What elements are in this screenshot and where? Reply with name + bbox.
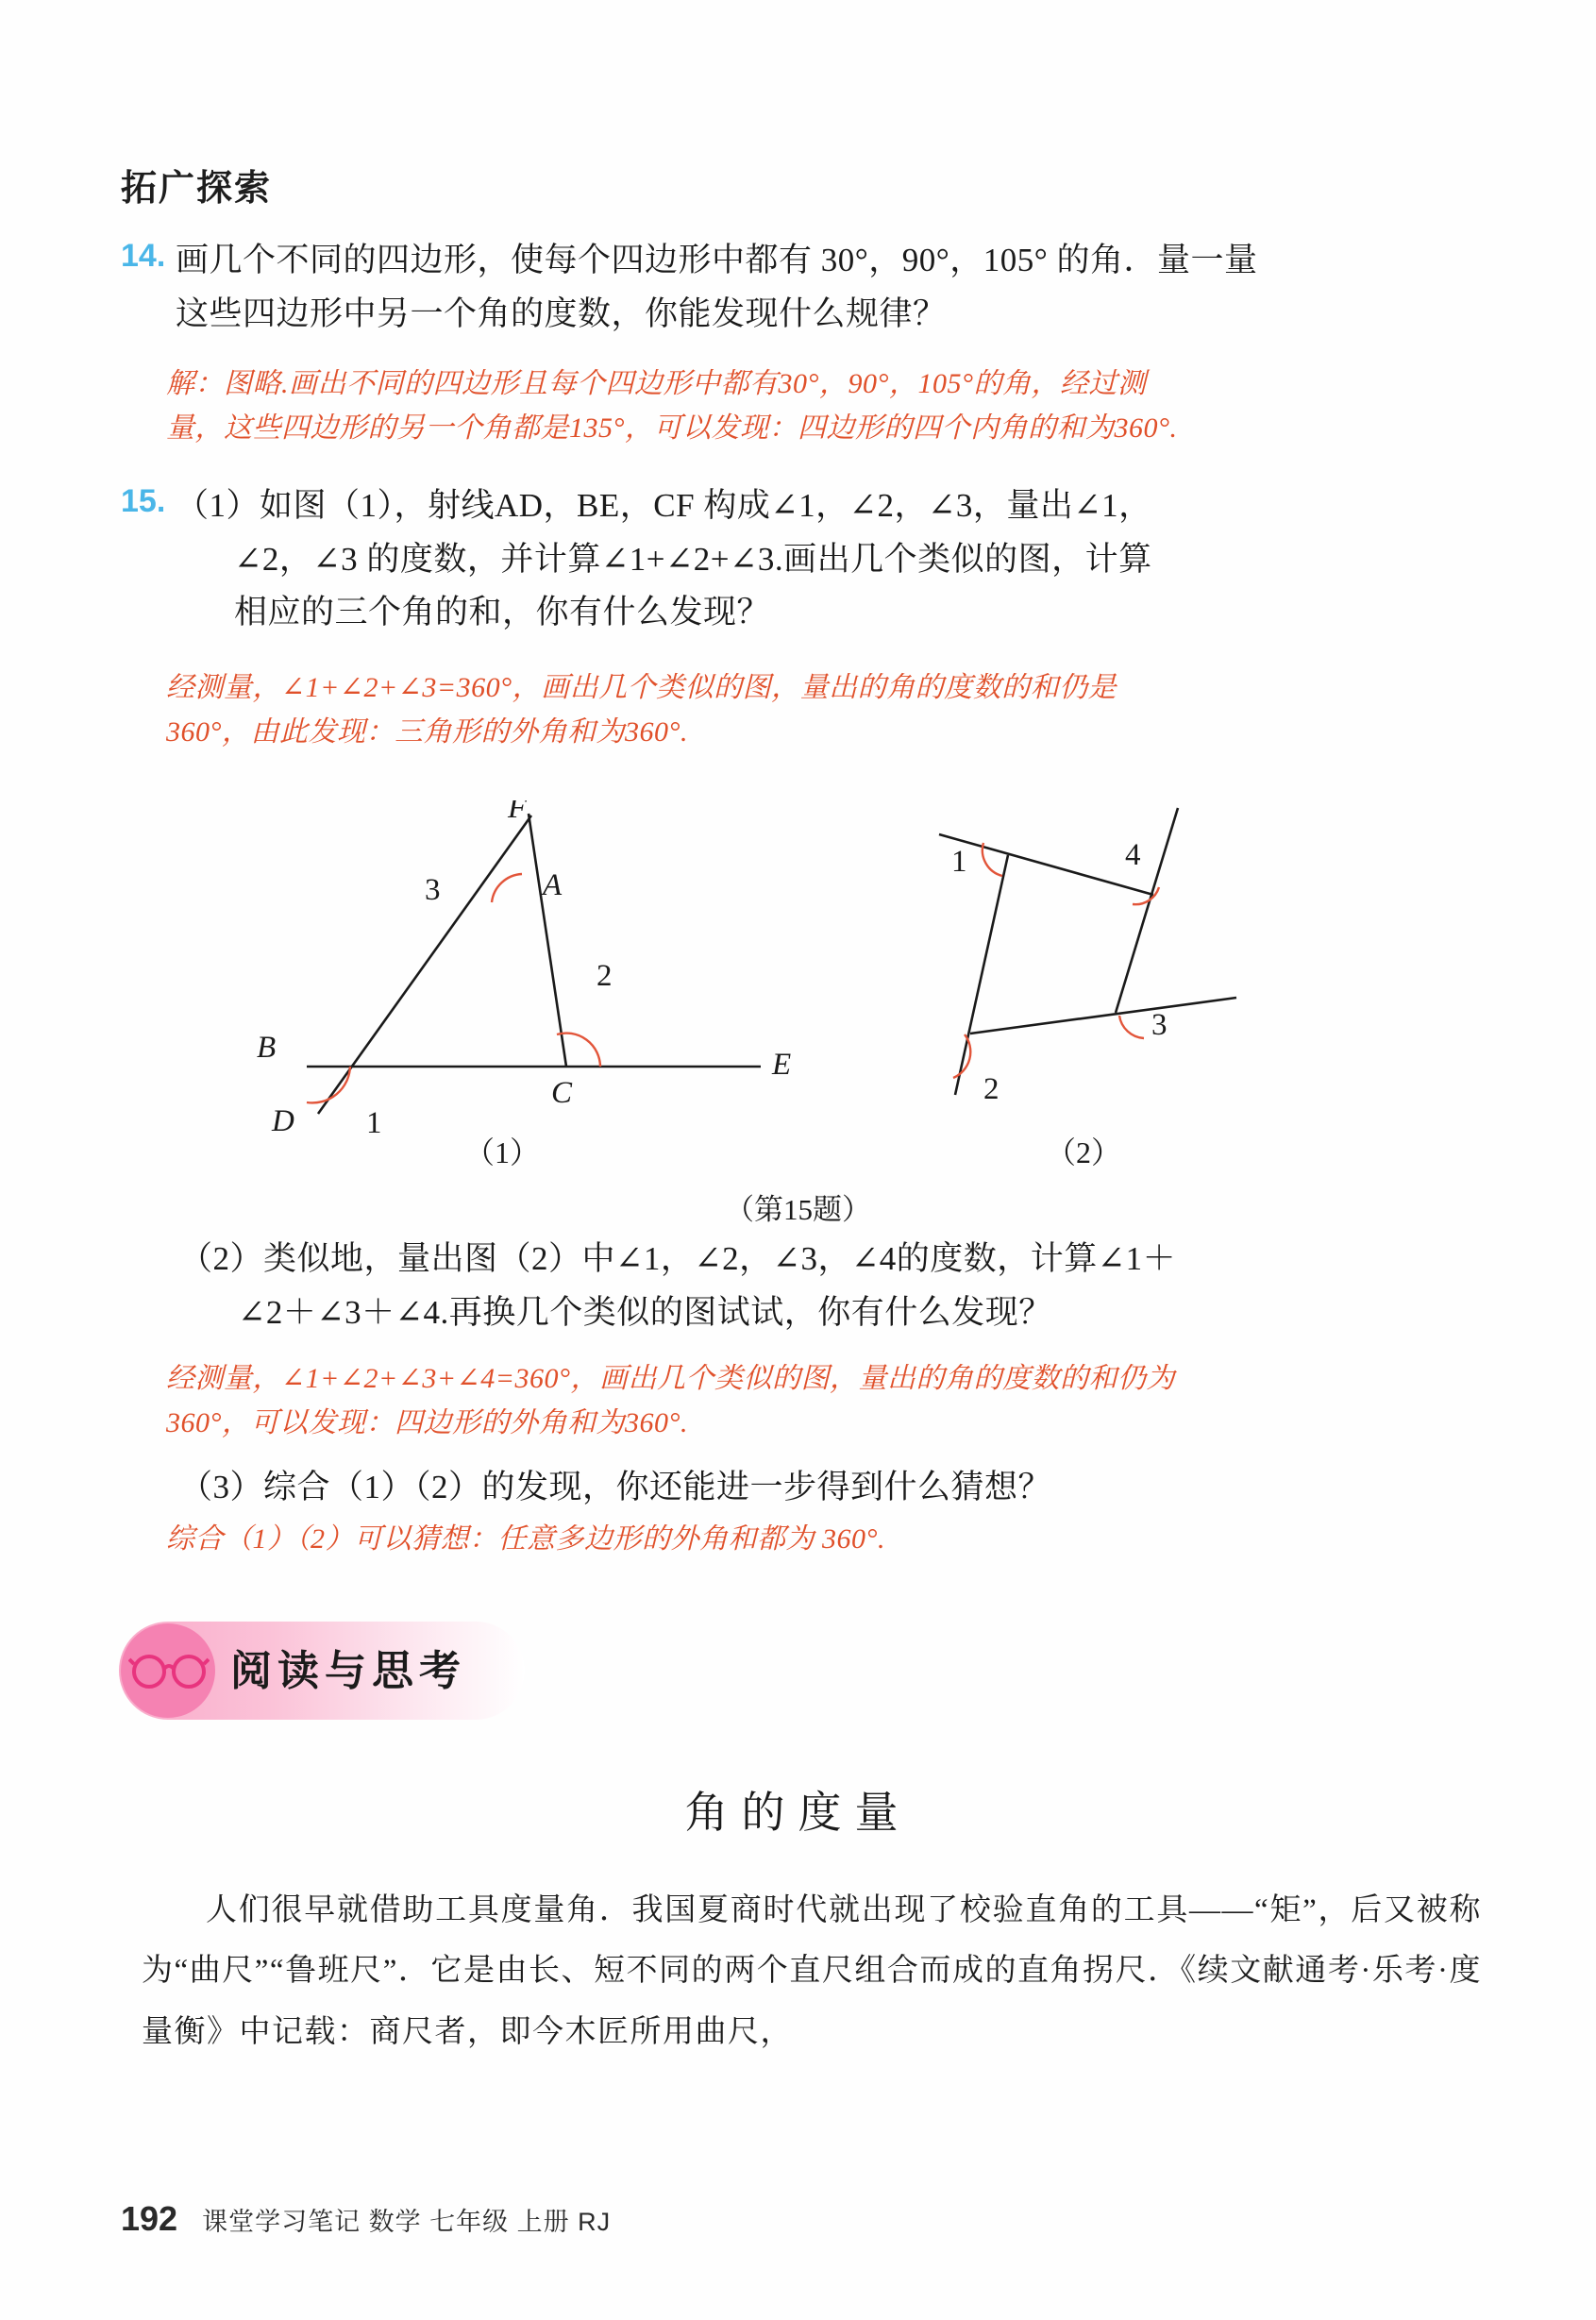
label-F: F (508, 800, 528, 825)
arc-angle-2-fig2 (953, 1034, 970, 1078)
answer-15-part1-line-1: 经测量，∠1+∠2+∠3=360°，画出几个类似的图，量出的角的度数的和仍是 (166, 672, 1117, 703)
figure-group-question-15 (0, 800, 1596, 1178)
label-fig2-2: 2 (983, 1072, 1000, 1106)
reading-section-badge (119, 1622, 525, 1723)
line-left (955, 855, 1008, 1095)
answer-15-part2 (166, 1357, 1499, 1445)
question-14-line-1: 画几个不同的四边形，使每个四边形中都有 30°，90°，105° 的角．量一量 (176, 242, 1258, 278)
arc-angle-3-fig2 (1119, 1016, 1144, 1038)
label-fig2-3: 3 (1151, 1008, 1168, 1042)
question-15-number: 15. (121, 483, 166, 519)
answer-15-part3-line-1: 综合（1）（2）可以猜想：任意多边形的外角和都为 360°. (166, 1523, 885, 1555)
label-2: 2 (596, 959, 613, 993)
question-15-part2-line-2: ∠2＋∠3＋∠4.再换几个类似的图试试，你有什么发现？ (238, 1293, 1052, 1331)
question-14-line-2: 这些四边形中另一个角的度数，你能发现什么规律？ (176, 294, 947, 332)
line-bottom (970, 998, 1236, 1034)
figure-1-triangle (307, 814, 761, 1114)
footer-text: 课堂学习笔记 数学 七年级 上册 RJ (202, 2208, 612, 2236)
label-B: B (257, 1031, 277, 1065)
question-15-part1-line-2: ∠2，∠3 的度数，并计算∠1+∠2+∠3.画出几个类似的图，计算 (234, 540, 1152, 578)
answer-15-part3 (166, 1518, 1499, 1562)
article-body (142, 1880, 1482, 2062)
figure-2-quadrilateral (939, 808, 1236, 1095)
arc-angle-3 (492, 874, 522, 902)
label-C: C (551, 1076, 573, 1110)
label-fig2-4: 4 (1125, 838, 1141, 872)
answer-15-part2-line-1: 经测量，∠1+∠2+∠3+∠4=360°，画出几个类似的图，量出的角的度数的和仍为 (166, 1363, 1176, 1394)
question-15-part1-line-3: 相应的三个角的和，你有什么发现？ (234, 594, 771, 631)
glasses-icon (128, 1648, 210, 1693)
label-D: D (272, 1104, 294, 1138)
question-15-part2 (179, 1233, 1501, 1339)
section-heading: 拓广探索 (121, 169, 273, 209)
figures-svg (0, 800, 1596, 1178)
line-top (939, 834, 1153, 895)
answer-14 (166, 362, 1499, 450)
answer-15-part2-line-2: 360°，可以发现：四边形的外角和为360°. (166, 1406, 688, 1438)
figure-2-caption: （2） (1046, 1135, 1122, 1169)
answer-14-line-2: 量，这些四边形的另一个角都是135°，可以发现：四边形的四个内角的和为360°. (166, 412, 1178, 444)
question-15-part2-line-1: （2）类似地，量出图（2）中∠1，∠2，∠3，∠4的度数，计算∠1＋ (179, 1240, 1177, 1277)
label-3: 3 (425, 873, 441, 907)
figure-2-labels (951, 838, 1168, 1106)
question-15-part3 (179, 1461, 1501, 1515)
article-title: 角的度量 (684, 1789, 912, 1837)
label-1: 1 (366, 1106, 382, 1140)
answer-15-part1-line-2: 360°，由此发现：三角形的外角和为360°. (166, 715, 688, 748)
line-FC (529, 814, 566, 1067)
label-fig2-1: 1 (951, 845, 967, 879)
page-number: 192 (121, 2199, 178, 2238)
question-15-part1-line-1: （1）如图（1），射线AD，BE，CF 构成∠1，∠2，∠3，量出∠1， (176, 487, 1152, 524)
label-A: A (543, 868, 563, 902)
label-E: E (772, 1048, 792, 1082)
answer-14-line-1: 解：图略.画出不同的四边形且每个四边形中都有30°，90°，105°的角，经过测 (166, 368, 1147, 399)
answer-15-part1 (166, 666, 1499, 754)
question-15-part3-line-1: （3）综合（1）（2）的发现，你还能进一步得到什么猜想？ (179, 1469, 1052, 1505)
figure-1-caption: （1） (464, 1135, 541, 1169)
question-14-number: 14. (121, 238, 166, 274)
question-15 (121, 479, 1499, 640)
article-paragraph: 人们很早就借助工具度量角．我国夏商时代就出现了校验直角的工具——“矩”，后又被称为“曲尺”“鲁班尺”．它是由长、短不同的两个直尺组合而成的直角拐尺．《续文献通考·乐考·度量衡》中记载：商尺者，即今木匠所用曲尺， (142, 1893, 1482, 2049)
page-footer (121, 2199, 611, 2239)
figure-group-caption: （第15题） (725, 1193, 871, 1226)
badge-label: 阅读与思考 (230, 1648, 466, 1694)
question-14 (121, 234, 1499, 341)
figure-1-angle-arcs (307, 874, 600, 1102)
